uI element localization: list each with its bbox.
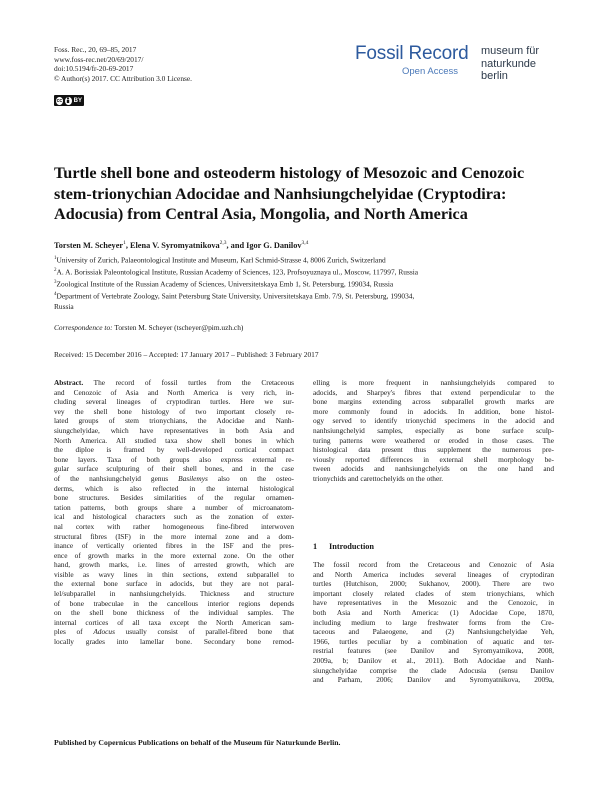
- abstract-line: hand, growth marks, i.e. lines of arrested growth, which are: [54, 560, 294, 570]
- section-heading-introduction: [313, 542, 374, 551]
- abstract-line: lated groups of stem trionychians, the Adocidae and Nanh-: [54, 416, 294, 426]
- abstract-line: ples of Adocus usually consist of parallel-fibred bone that: [54, 627, 294, 637]
- abstract-line: bone structures. Besides similarities of the regular ornamen-: [54, 493, 294, 503]
- abstract-line: trionychids and carettochelyids on the other.: [313, 473, 444, 483]
- author-affiliation-mark: 3,4: [301, 240, 309, 246]
- journal-title: Fossil Record: [355, 43, 469, 64]
- abstract-line: gular surface sculpturing of their shell bones, and in the case: [54, 464, 294, 474]
- abstract-line: nanhsiungchelyid samples, especially as bone surface sculp-: [313, 425, 554, 435]
- abstract-line: more commonly found in adocids. In addition, bone histol-: [313, 406, 554, 416]
- abstract-line: structural fibres (ISF) in the more internal zone and a dom-: [54, 531, 294, 541]
- abstract-line: lel/subparallel in nanhsiungchelyids. Thickness and structure: [54, 589, 294, 599]
- publisher-footer: Published by Copernicus Publications on behalf of the Museum für Naturkunde Berlin.: [54, 738, 341, 747]
- creative-commons-icon: cc: [56, 97, 63, 104]
- abstract-line: locally grades into lamellar bone. Secondary bone remod-: [54, 637, 294, 647]
- abstract-line: the diploe is framed by well-developed cortical compact: [54, 445, 294, 455]
- correspondence-label: Correspondence to:: [54, 323, 113, 332]
- abstract-line: cluding several lineages of cryptodiran turtles. Here we sur-: [54, 397, 294, 407]
- abstract-line: elling is more frequent in nanhsiungchelyids compared to: [313, 378, 554, 387]
- abstract-line: histological data present thus supplement the numerous pre-: [313, 445, 554, 455]
- affiliation-number: 4: [54, 291, 57, 297]
- author-name: Torsten M. Scheyer: [54, 240, 124, 250]
- abstract-line: ical and histological characters such as the zonation of exter-: [54, 512, 294, 522]
- museum-logo: [481, 45, 539, 83]
- abstract-line: of the nanhsiungchelyid genus Basilemys also on the osteo-: [54, 473, 294, 483]
- intro-line: including medium to large freshwater forms from the Cre-: [313, 617, 554, 627]
- author-affiliation-mark: 1: [123, 240, 126, 246]
- genus-name: Basilemys: [178, 473, 208, 483]
- affiliation-number: 3: [54, 279, 57, 285]
- abstract-column: [54, 378, 294, 647]
- intro-line: taceous and Palaeogene, and (2) Nanhsiungchelyidae Yeh,: [313, 627, 554, 637]
- journal-metadata: [54, 45, 192, 83]
- museum-line-1: museum für: [481, 45, 540, 57]
- intro-line: siungchelyidae comprise the clade Adocusia (sensu Danilov: [313, 665, 554, 675]
- abstract-line: turing patterns were weathered or eroded in those cases. The: [313, 435, 554, 445]
- section-title: Introduction: [329, 542, 375, 551]
- abstract-line: viously reported differences in external shell morphology be-: [313, 454, 554, 464]
- genus-name: Adocus: [93, 627, 115, 637]
- abstract-line: the external bone surface in adocids, but they are not paral-: [54, 579, 294, 589]
- affiliation-text: Zoological Institute of the Russian Academy of Sciences, Universitetskaya Emb 1, St. Petersburg, 199034, Russia: [56, 279, 394, 289]
- intro-line: and North America includes several lineages of cryptodiran: [313, 569, 554, 579]
- affiliation-number: 2: [54, 267, 57, 273]
- open-access-label: Open Access: [402, 66, 458, 77]
- abstract-line: and Cenozoic of Asia and North America is very rich, in-: [54, 387, 294, 397]
- affiliation-text: Russia: [54, 301, 74, 311]
- abstract-line: nal cortex with rather homogeneous fine-fibred interwoven: [54, 521, 294, 531]
- affiliation-item: [54, 290, 554, 302]
- abstract-line: tween adocids and nanhsiungchelyids on the one hand and: [313, 464, 554, 474]
- museum-line-2: naturkunde: [481, 57, 537, 70]
- journal-url[interactable]: www.foss-rec.net/20/69/2017/: [54, 54, 144, 64]
- affiliation-list: [54, 254, 554, 312]
- article-title: [54, 163, 554, 225]
- museum-line-3: berlin: [481, 70, 508, 82]
- title-line: Turtle shell bone and osteoderm histology of Mesozoic and Cenozoic: [54, 164, 525, 182]
- abstract-line: vey the shell bone histology of two important closely re-: [54, 406, 294, 416]
- intro-line: 1966, turtles peculiar by a combination of aquatic and ter-: [313, 636, 554, 646]
- intro-line: and Parham, 2006; Danilov and Syromyatnikova, 2009a,: [313, 675, 554, 685]
- author-separator: , and: [226, 240, 247, 250]
- abstract-label: Abstract.: [54, 378, 84, 387]
- abstract-line: North America. All studied taxa show shell bones in which: [54, 435, 294, 445]
- intro-line: important closely related clades of stem trionychians, which: [313, 588, 554, 598]
- affiliation-text: University of Zurich, Palaeontological Institute and Museum, Karl Schmid-Strasse 4, 8006 Zurich, Switzerland: [56, 255, 386, 265]
- intro-line: 2009a, b; Danilov et al., 2011). Both Adocidae and Nanh-: [313, 655, 554, 665]
- intro-line: turtles (Hutchison, 2000; Sukhanov, 2000). There are two: [313, 579, 554, 589]
- intro-line: The fossil record from the Cretaceous and Cenozoic of Asia: [313, 560, 554, 569]
- title-line: stem-trionychian Adocidae and Nanhsiungchelyidae (Cryptodira:: [54, 184, 507, 203]
- section-number: 1: [313, 542, 318, 551]
- abstract-line: ogy served to identify trionychid specimens in the adocid and: [313, 416, 554, 426]
- license-text: © Author(s) 2017. CC Attribution 3.0 License.: [54, 73, 193, 83]
- abstract-line: inance of vertically oriented fibres in the ISF and the pres-: [54, 541, 294, 551]
- affiliation-item: [54, 254, 554, 266]
- cc-by-badge[interactable]: [54, 95, 84, 106]
- affiliation-item: [54, 266, 554, 278]
- author-name: Igor G. Danilov: [246, 240, 302, 250]
- title-line: Adocusia) from Central Asia, Mongolia, and North America: [54, 205, 468, 223]
- abstract-line: Abstract. The record of fossil turtles from the Cretaceous: [54, 378, 294, 387]
- doi-text[interactable]: doi:10.5194/fr-20-69-2017: [54, 64, 134, 74]
- affiliation-item: [54, 302, 554, 313]
- author-list: [54, 240, 308, 250]
- affiliation-text: A. A. Borissiak Paleontological Institute, Russian Academy of Sciences, 123, Profsoyuznaya ul., Moscow, 117997, Russia: [56, 267, 419, 277]
- abstract-line: tation patterns, both groups share a number of microanatom-: [54, 502, 294, 512]
- intro-line: have representatives in the Mesozoic and the Cenozoic, in: [313, 598, 554, 608]
- attribution-person-icon: [65, 97, 72, 105]
- abstract-line: derms, which is also reflected in the internal histological: [54, 483, 294, 493]
- cc-by-label: BY: [73, 97, 82, 104]
- intro-line: restrial features (see Danilov and Syromyatnikova, 2008,: [313, 646, 554, 656]
- correspondence: [54, 323, 243, 332]
- abstract-line: bone layers. Taxa of both groups also express external re-: [54, 454, 294, 464]
- correspondence-contact[interactable]: Torsten M. Scheyer (tscheyer@pim.uzh.ch): [114, 323, 244, 332]
- abstract-line: internal cortices of all taxa except the North American sam-: [54, 617, 294, 627]
- author-affiliation-mark: 2,3: [219, 240, 227, 246]
- author-name: Elena V. Syromyatnikova: [129, 240, 220, 250]
- citation-text: Foss. Rec., 20, 69–85, 2017: [54, 45, 137, 54]
- journal-logo[interactable]: [355, 43, 555, 83]
- author-separator: ,: [125, 240, 130, 250]
- abstract-line: of bone trabeculae in the cancellous interior regions depends: [54, 598, 294, 608]
- introduction-column: [313, 560, 554, 685]
- affiliation-item: [54, 278, 554, 290]
- abstract-line: siungchelyidae, which have representatives in both Asia and: [54, 425, 294, 435]
- abstract-line: on the shell bone thickness of the individual samples. The: [54, 608, 294, 618]
- abstract-line: bone margins extending across subparallel growth marks are: [313, 397, 554, 407]
- affiliation-text: Department of Vertebrate Zoology, Saint Petersburg State University, Universitetskaya Emb. 7/9, St. Petersburg, 199034,: [56, 291, 415, 301]
- publication-dates: Received: 15 December 2016 – Accepted: 17 January 2017 – Published: 3 February 2017: [54, 350, 319, 359]
- intro-line: both Asia and North America: (1) Adocidae Cope, 1870,: [313, 607, 554, 617]
- abstract-line: visible as wavy lines in thin sections, extend subparallel to: [54, 569, 294, 579]
- abstract-line: adocids, and Sharpey's fibres that extend perpendicular to the: [313, 387, 554, 397]
- affiliation-number: 1: [54, 256, 57, 261]
- abstract-continuation: [313, 378, 554, 484]
- abstract-line: ence of growth marks in the more external zone. On the other: [54, 550, 294, 560]
